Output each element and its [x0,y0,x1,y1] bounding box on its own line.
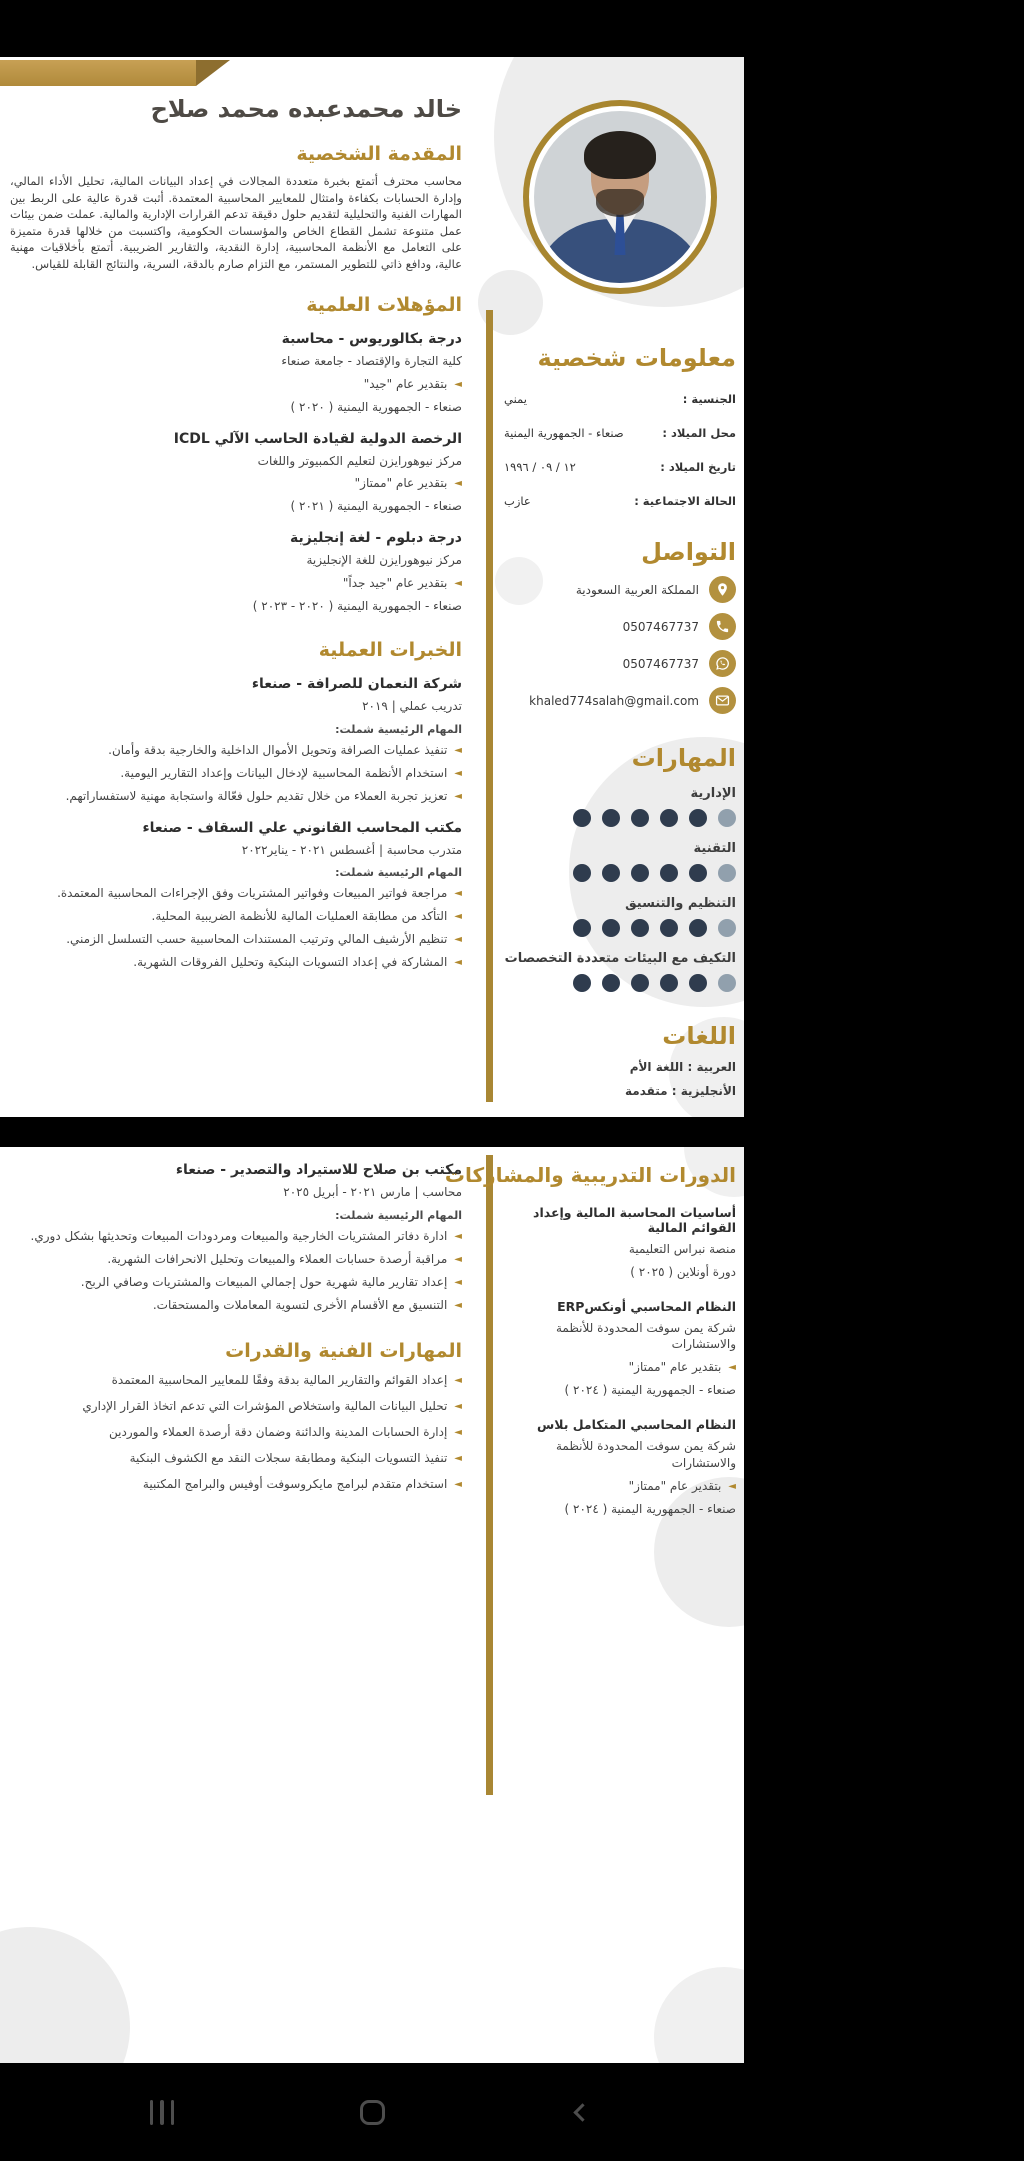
course-item [504,1299,736,1399]
task-text: التنسيق مع الأقسام الأخرى لتسوية المعاملات والمستحقات. [152,1297,448,1312]
task-row [10,954,462,971]
arrow-bullet-icon: ◄ [454,478,462,490]
cv-page-1 [0,57,744,1117]
skill-item [504,951,736,992]
course-note: دورة أونلاين ( ٢٠٢٥ ) [630,1264,736,1279]
phone-icon [709,613,736,640]
skill-rating [504,864,736,882]
education-org: مركز نيوهورايزن للغة الإنجليزية [306,553,462,568]
rating-dot [602,809,620,827]
rating-dot [602,974,620,992]
sidebar-column [444,1147,744,1517]
rating-dot [573,864,591,882]
education-grade: بتقدير عام "جيد جداً" [342,575,448,590]
skill-item [504,841,736,882]
task-row [10,1228,462,1245]
recent-apps-button[interactable] [146,2096,178,2128]
course-place: صنعاء - الجمهورية اليمنية ( ٢٠٢٤ ) [564,1501,736,1516]
arrow-bullet-icon: ◄ [454,744,462,756]
rating-dot [573,809,591,827]
tech-skill-text: تنفيذ التسويات البنكية ومطابقة سجلات النقد مع الكشوف البنكية [129,1450,448,1465]
education-title: درجة بكالوريوس - محاسبة [281,331,462,347]
tech-skill-text: استخدام متقدم لبرامج مايكروسوفت أوفيس والبرامج المكتبية [142,1476,448,1491]
experience-role: محاسب | مارس ٢٠٢١ - أبريل ٢٠٢٥ [283,1185,462,1199]
android-navbar [0,2063,744,2161]
tech-skill-row [10,1476,462,1493]
arrow-bullet-icon: ◄ [454,911,462,923]
header-ribbon-tail [196,60,230,86]
arrow-bullet-icon: ◄ [454,767,462,779]
education-grade-row [10,475,462,492]
course-place: صنعاء - الجمهورية اليمنية ( ٢٠٢٤ ) [564,1383,736,1398]
experience-title: شركة النعمان للصرافة - صنعاء [251,675,462,692]
rating-dot [718,809,736,827]
skill-rating [504,809,736,827]
skill-label: التكيف مع البيئات متعددة التخصصات [504,951,736,966]
contact-whatsapp-text: 0507467737 [622,656,699,671]
section-heading-languages: اللغات [662,1022,736,1050]
task-row [10,1274,462,1291]
info-value: عازب [504,494,531,508]
task-text: تعزيز تجربة العملاء من خلال تقديم حلول فعّالة واستجابة مهنية لاستفساراتهم. [65,788,448,803]
task-text: مراقبة أرصدة حسابات العملاء والمبيعات وتحليل الانحرافات الشهرية. [107,1251,448,1266]
rating-dot [631,864,649,882]
task-text: استخدام الأنظمة المحاسبية لإدخال البيانات وإعداد التقارير اليومية. [120,765,448,780]
contact-location-text: المملكة العربية السعودية [575,582,699,597]
rating-dot [602,864,620,882]
tech-skill-text: تحليل البيانات المالية واستخلاص المؤشرات التي تدعم اتخاذ القرار الإداري [82,1398,448,1413]
course-grade-row [504,1359,736,1376]
rating-dot [689,809,707,827]
task-text: ادارة دفاتر المشتريات الخارجية والمبيعات ومردودات المبيعات وتحديثها بشكل دوري. [30,1228,448,1243]
course-item [504,1417,736,1517]
course-grade: بتقدير عام "ممتاز" [628,1478,722,1493]
info-row [504,392,736,406]
section-heading-courses: الدورات التدريبية والمشاركات [444,1163,736,1187]
language-row: الأنجليزية : متقدمة [624,1084,736,1098]
education-org: مركز نيوهورايزن لتعليم الكمبيوتر واللغات [257,453,462,468]
main-column [0,57,486,971]
home-button[interactable] [356,2096,388,2128]
arrow-bullet-icon: ◄ [454,1400,462,1412]
task-row [10,1251,462,1268]
experience-item [10,676,462,805]
tech-skill-row [10,1450,462,1467]
experience-role: تدريب عملي | ٢٠١٩ [362,698,462,713]
rating-dot [660,809,678,827]
info-label: الجنسية : [682,392,736,406]
silhouette-beard [596,189,644,217]
arrow-bullet-icon: ◄ [454,1276,462,1288]
section-heading-personal-info: معلومات شخصية [537,344,736,372]
profile-photo [523,100,717,294]
education-org: كلية التجارة والإقتصاد - جامعة صنعاء [281,354,462,368]
task-text: المشاركة في إعداد التسويات البنكية وتحليل الفروقات الشهرية. [133,955,448,970]
section-heading-tech-skills: المهارات الفنية والقدرات [225,1339,462,1362]
task-text: مراجعة فواتير المبيعات وفواتير المشتريات وفق الإجراءات المحاسبية المعتمدة. [57,886,448,901]
home-icon [360,2100,385,2125]
section-heading-skills: المهارات [631,744,736,772]
whatsapp-icon [709,650,736,677]
rating-dot [660,919,678,937]
arrow-bullet-icon: ◄ [454,577,462,589]
course-title: النظام المحاسبي أونكسERP [557,1298,736,1314]
rating-dot [689,974,707,992]
decor-circle [0,1927,130,2063]
skill-rating [504,974,736,992]
education-item [10,431,462,516]
rating-dot [689,919,707,937]
back-button[interactable] [566,2096,598,2128]
tasks-label: المهام الرئيسية شملت: [335,722,462,736]
back-icon [573,2103,591,2121]
course-title: النظام المحاسبي المتكامل بلاس [536,1416,736,1432]
task-text: إعداد تقارير مالية شهرية حول إجمالي المبيعات والمشتريات وصافي الربح. [80,1274,448,1289]
info-label: الحالة الاجتماعية : [634,494,736,508]
experience-item [10,820,462,972]
candidate-name: خالد محمدعبده محمد صلاح [150,95,462,123]
rating-dot [602,919,620,937]
task-row [10,885,462,902]
rating-dot [689,864,707,882]
task-text: تنفيذ عمليات الصرافة وتحويل الأموال الداخلية والخارجية بدقة وأمان. [108,742,448,757]
cv-page-2 [0,1147,744,2063]
education-title: درجة دبلوم - لغة إنجليزية [289,530,462,547]
arrow-bullet-icon: ◄ [454,1452,462,1464]
arrow-bullet-icon: ◄ [454,378,462,390]
rating-dot [660,974,678,992]
person-silhouette [534,111,706,283]
skill-label: التقنية [693,841,736,856]
rating-dot [573,919,591,937]
skill-label: التنظيم والتنسيق [625,896,736,911]
skill-item [504,896,736,937]
rating-dot [573,974,591,992]
experience-item [10,1162,462,1314]
rating-dot [718,864,736,882]
language-row: العربية : اللغة الأم [629,1060,736,1074]
arrow-bullet-icon: ◄ [728,1362,736,1374]
info-row [504,460,736,474]
arrow-bullet-icon: ◄ [454,1253,462,1265]
task-text: التأكد من مطابقة العمليات المالية للأنظمة الضريبية المحلية. [151,909,448,924]
contact-item-location [504,576,736,603]
section-heading-contact: التواصل [641,538,736,566]
rating-dot [718,919,736,937]
task-row [10,765,462,782]
contact-item-phone [504,613,736,640]
education-item [10,331,462,416]
education-place: صنعاء - الجمهورية اليمنية ( ٢٠٢٠ ) [290,399,462,414]
tasks-label: المهام الرئيسية شملت: [335,1208,462,1222]
silhouette-hair [584,131,656,179]
task-row [10,742,462,759]
course-grade-row [504,1478,736,1495]
tech-skill-row [10,1398,462,1415]
info-value: ١٢ / ٠٩ / ١٩٩٦ [504,460,576,474]
rating-dot [631,919,649,937]
info-label: تاريخ الميلاد : [660,460,736,474]
rating-dot [631,974,649,992]
experience-title: مكتب المحاسب القانوني علي السقاف - صنعاء [142,819,462,836]
info-row [504,426,736,440]
tech-skill-text: إدارة الحسابات المدينة والدائنة وضمان دقة أرصدة العملاء والموردين [109,1424,448,1439]
rating-dot [718,974,736,992]
arrow-bullet-icon: ◄ [454,1230,462,1242]
arrow-bullet-icon: ◄ [454,1426,462,1438]
recent-apps-icon [150,2100,154,2125]
intro-paragraph: محاسب محترف أتمتع بخبرة متعددة المجالات في إعداد البيانات المالية، تحليل الأداء المالي، وإدارة الحسابات بكفاءة وامتثال للمعايير المحاسبية المعتمدة. أثبت قدرة عالية على الربط بين المهارات الفنية والتحليلية لتقديم حلول دقيقة تدعم القرارات الإدارية والمالية. عملت ضمن بيئات عمل متنوعة تشمل القطاع الخاص والمؤسسات الحكومية، واكتسبت من خلالها قدرة متميزة على التعامل مع الأنظمة المحاسبية، إدارة النقدية، والتقارير الضريبية. أتمتع بأخلاقيات مهنية عالية، ودافع ذاتي للتطوير المستمر، مع التزام صارم بالدقة، السرية، والنتائج القابلة للقياس. [10,174,462,271]
section-heading-intro: المقدمة الشخصية [296,143,462,165]
task-row [10,908,462,925]
skill-item [504,786,736,827]
arrow-bullet-icon: ◄ [454,1478,462,1490]
tech-skill-row [10,1424,462,1441]
task-row [10,931,462,948]
education-grade-row [10,575,462,592]
experience-role: متدرب محاسبة | أغسطس ٢٠٢١ - يناير٢٠٢٢ [241,842,462,857]
task-row [10,788,462,805]
arrow-bullet-icon: ◄ [454,1299,462,1311]
decor-circle [654,1967,744,2063]
arrow-bullet-icon: ◄ [728,1480,736,1492]
contact-phone-text: 0507467737 [622,619,699,634]
info-value: يمني [504,392,527,406]
education-place: صنعاء - الجمهورية اليمنية ( ٢٠٢١ ) [290,499,462,514]
tech-skill-row [10,1372,462,1389]
info-label: محل الميلاد : [662,426,736,440]
contact-email-text: khaled774salah@gmail.com [529,693,699,708]
skill-rating [504,919,736,937]
arrow-bullet-icon: ◄ [454,957,462,969]
skill-label: الإدارية [690,786,736,801]
main-column [0,1147,486,1493]
course-title: أساسيات المحاسبة المالية وإعداد القوائم المالية [533,1205,736,1235]
education-grade: بتقدير عام "ممتاز" [354,476,448,491]
arrow-bullet-icon: ◄ [454,790,462,802]
education-title: الرخصة الدولية لقيادة الحاسب الآلي ICDL [173,430,462,447]
contact-item-whatsapp [504,650,736,677]
course-org: شركة يمن سوفت المحدودة للأنظمة والاستشارات [555,1320,736,1352]
course-org: منصة نبراس التعليمية [628,1242,736,1256]
task-row [10,1297,462,1314]
location-icon [709,576,736,603]
sidebar-column [492,57,744,1098]
course-item [504,1205,736,1281]
experience-title: مكتب بن صلاح للاستيراد والتصدير - صنعاء [175,1162,462,1178]
course-org: شركة يمن سوفت المحدودة للأنظمة والاستشارات [555,1438,736,1470]
education-grade: بتقدير عام "جيد" [363,376,448,391]
header-ribbon [0,60,196,86]
contact-item-email [504,687,736,714]
education-place: صنعاء - الجمهورية اليمنية ( ٢٠٢٠ - ٢٠٢٣ ) [252,598,462,613]
arrow-bullet-icon: ◄ [454,888,462,900]
education-grade-row [10,376,462,393]
section-heading-education: المؤهلات العلمية [306,294,462,316]
course-grade: بتقدير عام "ممتاز" [628,1360,722,1375]
section-heading-experience: الخبرات العملية [318,638,462,661]
rating-dot [660,864,678,882]
task-text: تنظيم الأرشيف المالي وترتيب المستندات المحاسبية حسب التسلسل الزمني. [66,932,448,947]
email-icon [709,687,736,714]
tech-skill-text: إعداد القوائم والتقارير المالية بدقة وفقًا للمعايير المحاسبية المعتمدة [111,1372,448,1387]
arrow-bullet-icon: ◄ [454,1374,462,1386]
info-value: صنعاء - الجمهورية اليمنية [504,426,624,440]
education-item [10,530,462,615]
arrow-bullet-icon: ◄ [454,934,462,946]
tasks-label: المهام الرئيسية شملت: [335,866,462,880]
rating-dot [631,809,649,827]
info-row [504,494,736,508]
